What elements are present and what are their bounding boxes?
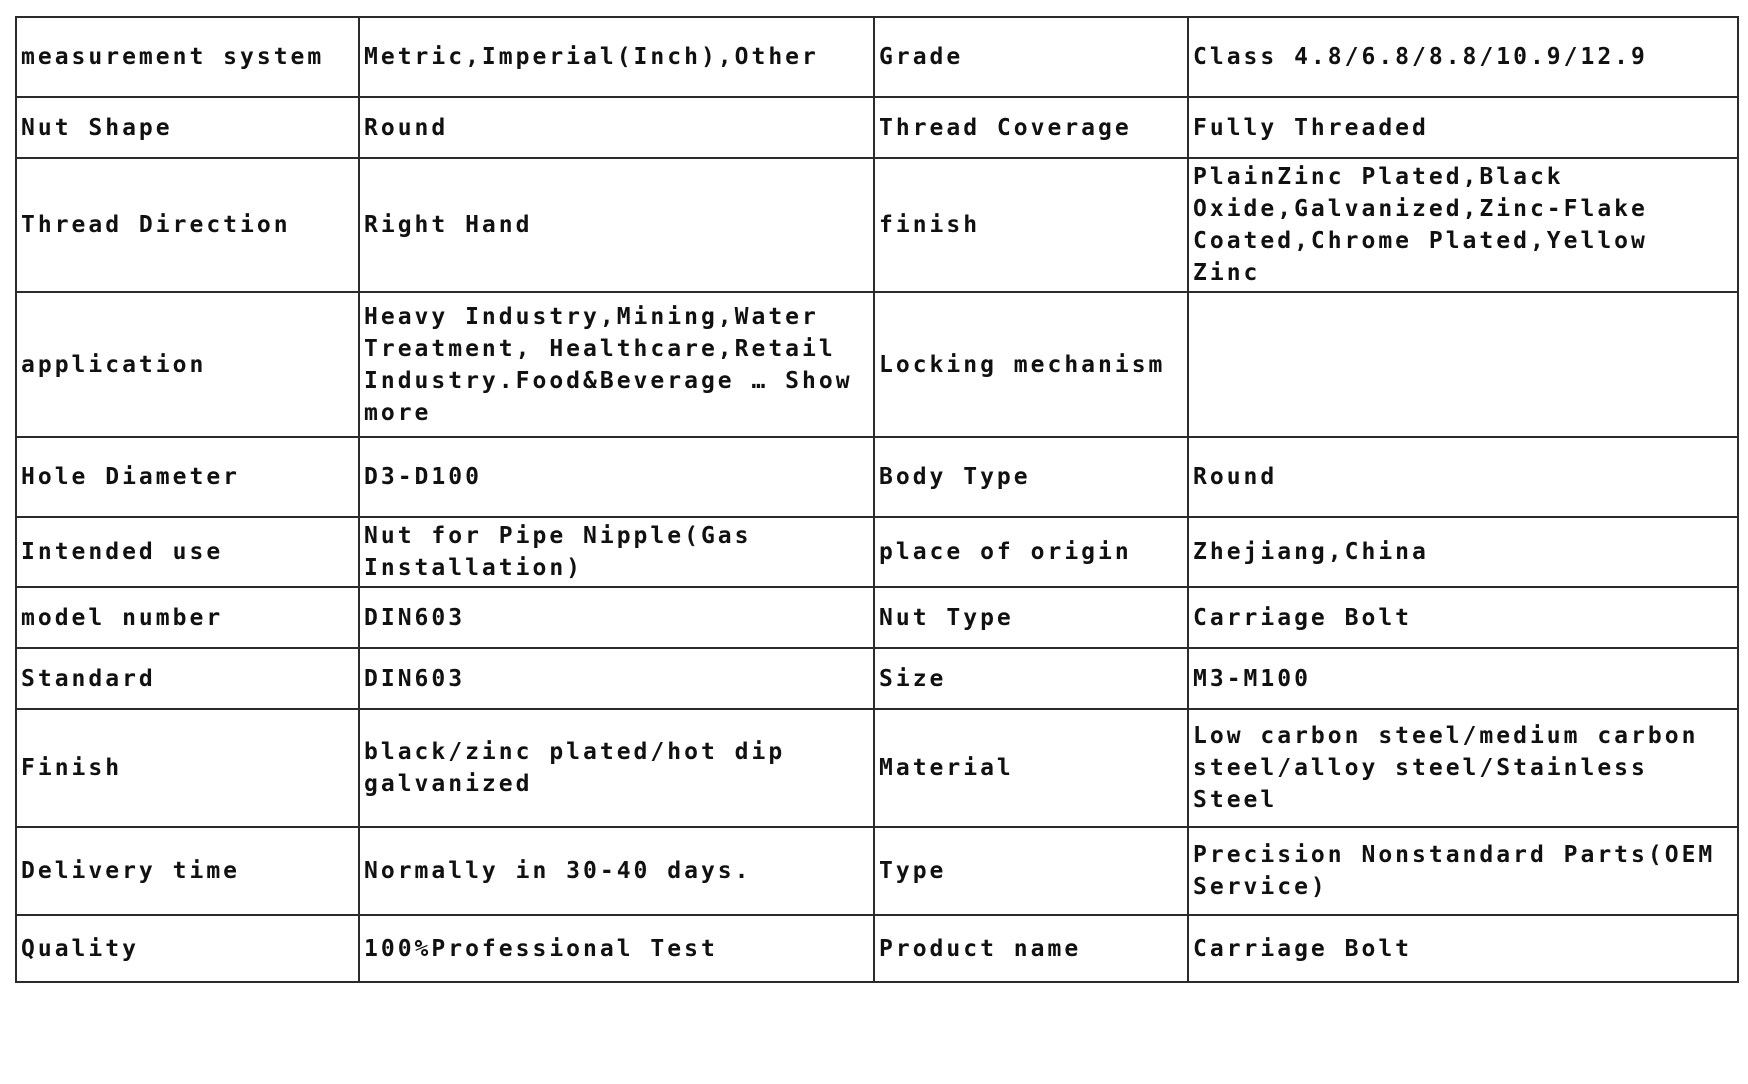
spec-value: Class 4.8/6.8/8.8/10.9/12.9 <box>1188 17 1738 97</box>
spec-label: Thread Direction <box>16 158 359 292</box>
spec-value <box>1188 292 1738 437</box>
spec-label: Thread Coverage <box>874 97 1188 158</box>
spec-label: place of origin <box>874 517 1188 587</box>
spec-label: Size <box>874 648 1188 709</box>
table-row <box>16 17 1738 97</box>
spec-value: DIN603 <box>359 587 874 648</box>
spec-label: Body Type <box>874 437 1188 517</box>
table-row <box>16 97 1738 158</box>
spec-value: Round <box>1188 437 1738 517</box>
spec-label: Finish <box>16 709 359 827</box>
table-row <box>16 827 1738 915</box>
spec-label: model number <box>16 587 359 648</box>
spec-value: Fully Threaded <box>1188 97 1738 158</box>
spec-sheet <box>15 16 1737 983</box>
spec-value: DIN603 <box>359 648 874 709</box>
spec-label: Delivery time <box>16 827 359 915</box>
spec-value: Zhejiang,China <box>1188 517 1738 587</box>
spec-value: Right Hand <box>359 158 874 292</box>
spec-value: PlainZinc Plated,Black Oxide,Galvanized,Zinc-Flake Coated,Chrome Plated,Yellow Zinc <box>1188 158 1738 292</box>
spec-label: Material <box>874 709 1188 827</box>
spec-label: Hole Diameter <box>16 437 359 517</box>
spec-label: Locking mechanism <box>874 292 1188 437</box>
spec-label: Product name <box>874 915 1188 982</box>
spec-value: Carriage Bolt <box>1188 587 1738 648</box>
spec-value: Nut for Pipe Nipple(Gas Installation) <box>359 517 874 587</box>
spec-label: Nut Shape <box>16 97 359 158</box>
table-row <box>16 915 1738 982</box>
spec-label: Nut Type <box>874 587 1188 648</box>
table-row <box>16 437 1738 517</box>
spec-value: Heavy Industry,Mining,Water Treatment, Healthcare,Retail Industry.Food&Beverage … Show more <box>359 292 874 437</box>
spec-value: Low carbon steel/medium carbon steel/alloy steel/Stainless Steel <box>1188 709 1738 827</box>
spec-label: Grade <box>874 17 1188 97</box>
spec-table <box>15 16 1739 983</box>
spec-value: Precision Nonstandard Parts(OEM Service) <box>1188 827 1738 915</box>
table-row <box>16 517 1738 587</box>
spec-label: Quality <box>16 915 359 982</box>
spec-value: Carriage Bolt <box>1188 915 1738 982</box>
table-row <box>16 587 1738 648</box>
spec-value: M3-M100 <box>1188 648 1738 709</box>
spec-label: measurement system <box>16 17 359 97</box>
spec-label: Intended use <box>16 517 359 587</box>
spec-value: Normally in 30-40 days. <box>359 827 874 915</box>
spec-label: Type <box>874 827 1188 915</box>
table-row <box>16 292 1738 437</box>
spec-value: Round <box>359 97 874 158</box>
spec-value: black/zinc plated/hot dip galvanized <box>359 709 874 827</box>
spec-label: Standard <box>16 648 359 709</box>
spec-value: 100%Professional Test <box>359 915 874 982</box>
table-row <box>16 709 1738 827</box>
table-row <box>16 158 1738 292</box>
spec-value: Metric,Imperial(Inch),Other <box>359 17 874 97</box>
spec-label: finish <box>874 158 1188 292</box>
table-row <box>16 648 1738 709</box>
spec-value: D3-D100 <box>359 437 874 517</box>
spec-label: application <box>16 292 359 437</box>
